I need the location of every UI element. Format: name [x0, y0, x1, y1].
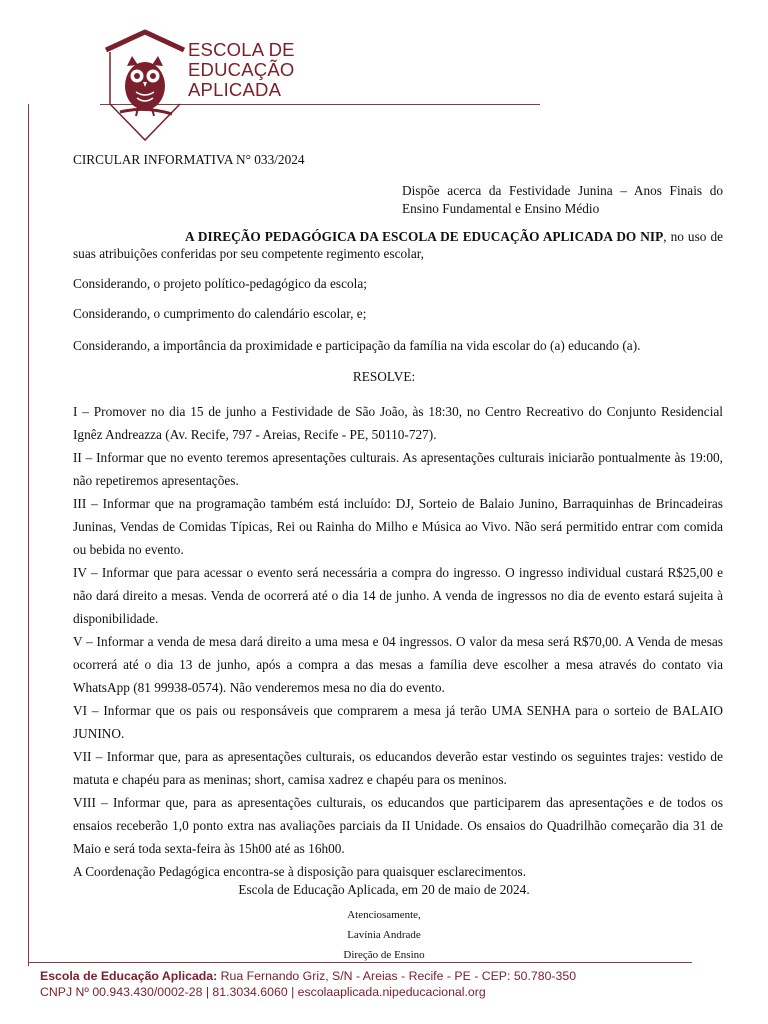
- item-number: VI –: [73, 703, 99, 718]
- item-text: Informar que no evento teremos apresentações culturais. As apresentações culturais iniciarão pontualmente às 19:00, não repetiremos apresentações.: [73, 450, 723, 488]
- page-footer: [40, 968, 576, 1000]
- footer-rule: [28, 962, 692, 963]
- item-text: Informar a venda de mesa dará direito a uma mesa e 04 ingressos. O valor da mesa será R$70,00. A Venda de mesas ocorrerá até o dia 13 de junho, após a compra a das mesas a família deve escolher a mesa através do contato via WhatsApp (81 99938-0574). Não venderemos mesa no dia do evento.: [73, 634, 723, 695]
- item-1: [73, 400, 723, 446]
- closing-note: [73, 860, 723, 883]
- item-text: Informar que na programação também está incluído: DJ, Sorteio de Balaio Junino, Barraquinhas de Brincadeiras Juninas, Vendas de Comidas Típicas, Rei ou Rainha do Milho e Música ao Vivo. Não será permitido entrar com comida ou bebida no evento.: [73, 496, 723, 557]
- owl-icon: [100, 28, 190, 143]
- item-7: [73, 745, 723, 791]
- item-text: Promover no dia 15 de junho a Festividade de São João, às 18:30, no Centro Recreativo do Conjunto Residencial Ignêz Andreazza (Av. Recife, 797 - Areias, Recife - PE, 50110-727).: [73, 404, 723, 442]
- footer-address: Rua Fernando Griz, S/N - Areias - Recife - PE - CEP: 50.780-350: [217, 969, 577, 983]
- item-6: [73, 699, 723, 745]
- logo-line-1: ESCOLA DE: [188, 39, 295, 60]
- item-text: Informar que os pais ou responsáveis que comprarem a mesa já terão UMA SENHA para o sorteio de BALAIO JUNINO.: [73, 703, 723, 741]
- intro-paragraph: [73, 228, 723, 262]
- considerando-3: Considerando, a importância da proximidade e participação da família na vida escolar do (a) educando (a).: [73, 338, 641, 353]
- left-border-rule: [28, 104, 29, 966]
- resolution-items: [73, 400, 723, 883]
- item-text: Informar que, para as apresentações culturais, os educandos que participarem das apresentações e de todos os ensaios receberão 1,0 ponto extra nas avaliações parciais da II Unidade. Os ensaios do Quadrilhão começarão dia 31 de Maio e será toda sexta-feira às 15h00 até as 16h00.: [73, 795, 723, 856]
- item-text: A Coordenação Pedagógica encontra-se à disposição para quaisquer esclarecimentos.: [73, 864, 527, 879]
- footer-address-line: [40, 968, 576, 984]
- intro-rest: , no uso de suas atribuições conferidas por seu competente regimento escolar,: [73, 229, 723, 261]
- place-date: Escola de Educação Aplicada, em 20 de maio de 2024.: [238, 882, 530, 897]
- logo-line-2: EDUCAÇÃO: [188, 59, 295, 80]
- circular-title: CIRCULAR INFORMATIVA N° 033/2024: [73, 152, 305, 167]
- item-4: [73, 561, 723, 630]
- footer-school-name: Escola de Educação Aplicada:: [40, 969, 218, 983]
- footer-contact-line: CNPJ Nº 00.943.430/0002-28 | 81.3034.6060 | escolaaplicada.nipeducacional.org: [40, 985, 486, 999]
- item-number: V –: [73, 634, 93, 649]
- subject-summary: Dispõe acerca da Festividade Junina – Anos Finais do Ensino Fundamental e Ensino Médio: [402, 183, 723, 216]
- intro-bold: A DIREÇÃO PEDAGÓGICA DA ESCOLA DE EDUCAÇÃO APLICADA DO NIP: [185, 229, 664, 244]
- signer-name: Lavínia Andrade: [347, 929, 421, 941]
- item-3: [73, 492, 723, 561]
- item-number: I –: [73, 404, 89, 419]
- item-text: Informar que, para as apresentações culturais, os educandos deverão estar vestindo os seguintes trajes: vestido de matuta e chapéu para as meninas; short, camisa xadrez e chapéu para os meninos.: [73, 749, 723, 787]
- resolve-heading: RESOLVE:: [352, 369, 416, 384]
- item-number: VII –: [73, 749, 103, 764]
- item-number: III –: [73, 496, 98, 511]
- item-8: [73, 791, 723, 860]
- regards: Atenciosamente,: [347, 909, 421, 921]
- item-text: Informar que para acessar o evento será necessária a compra do ingresso. O ingresso individual custará R$25,00 e não dará direito a mesas. Venda de ocorrerá até o dia 14 de junho. A venda de ingressos no dia de evento estará sujeita à disponibilidade.: [73, 565, 723, 626]
- considerando-2: Considerando, o cumprimento do calendário escolar, e;: [73, 306, 367, 321]
- item-number: IV –: [73, 565, 98, 580]
- logo-line-3: APLICADA: [188, 79, 282, 100]
- logo-wordmark: [188, 40, 295, 100]
- considerando-1: Considerando, o projeto político-pedagógico da escola;: [73, 276, 367, 291]
- item-number: II –: [73, 450, 93, 465]
- item-number: VIII –: [73, 795, 108, 810]
- item-5: [73, 630, 723, 699]
- signer-role: Direção de Ensino: [343, 949, 425, 961]
- school-logo: [100, 28, 540, 158]
- item-2: [73, 446, 723, 492]
